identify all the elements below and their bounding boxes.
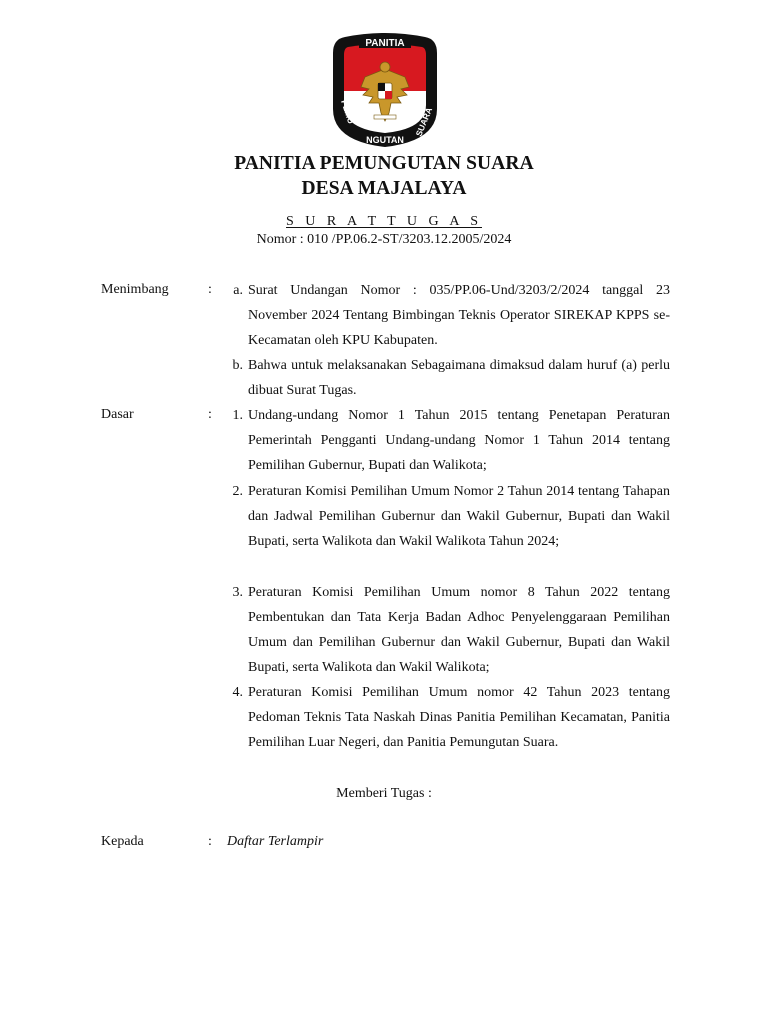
list-marker: b.: [232, 358, 243, 373]
menimbang-item: [221, 278, 670, 353]
ppps-logo-emblem: [331, 31, 439, 148]
dasar-item: [221, 479, 670, 554]
logo-bottom-left-text: PEMU: [339, 98, 357, 125]
list-marker: 1.: [232, 408, 243, 423]
dasar-item: [221, 580, 670, 680]
list-marker: 4.: [232, 685, 243, 700]
logo-bottom-right-text: SUARA: [413, 105, 435, 138]
dasar-item: [221, 403, 670, 478]
list-item-text: Undang-undang Nomor 1 Tahun 2015 tentang Penetapan Peraturan Pemerintah Pengganti Undang-undang Nomor 1 Tahun 2014 tentang Pemilihan Gubernur, Bupati dan Walikota;: [248, 408, 670, 473]
list-marker: 3.: [232, 585, 243, 600]
document-type-heading: S U R A T T U G A S: [286, 214, 482, 229]
organization-title: PANITIA PEMUNGUTAN SUARA: [234, 153, 534, 174]
list-item-text: Peraturan Komisi Pemilihan Umum nomor 8 Tahun 2022 tentang Pembentukan dan Tata Kerja Badan Adhoc Penyelenggaraan Pemilihan Umum dan Pemilihan Gubernur dan Wakil Gubernur, Bupati dan Wakil Bupati, serta Walikota dan Wakil Walikota;: [248, 585, 670, 675]
dasar-item: [221, 680, 670, 755]
logo-bottom-mid-text: NGUTAN: [366, 135, 404, 145]
village-title: DESA MAJALAYA: [301, 178, 467, 199]
menimbang-colon: :: [208, 282, 212, 297]
kepada-label: Kepada: [101, 834, 144, 849]
dasar-label: Dasar: [101, 407, 134, 422]
kepada-colon: :: [208, 834, 212, 849]
list-item-text: Bahwa untuk melaksanakan Sebagaimana dimaksud dalam huruf (a) perlu dibuat Surat Tugas.: [248, 358, 670, 398]
list-marker: 2.: [232, 484, 243, 499]
list-marker: a.: [233, 283, 243, 298]
menimbang-label: Menimbang: [101, 282, 169, 297]
document-number: Nomor : 010 /PP.06.2-ST/3203.12.2005/2024: [256, 232, 512, 247]
logo-top-text: PANITIA: [365, 38, 405, 49]
list-item-text: Peraturan Komisi Pemilihan Umum Nomor 2 Tahun 2014 tentang Tahapan dan Jadwal Pemilihan Gubernur dan Wakil Gubernur, Bupati dan Wakil Bupati, serta Walikota dan Wakil Walikota Tahun 2024;: [248, 484, 670, 549]
menimbang-item: [221, 353, 670, 403]
kepada-value: Daftar Terlampir: [227, 834, 324, 849]
dasar-colon: :: [208, 407, 212, 422]
list-item-text: Surat Undangan Nomor : 035/PP.06-Und/3203/2/2024 tanggal 23 November 2024 Tentang Bimbingan Teknis Operator SIREKAP KPPS se-Kecamatan oleh KPU Kabupaten.: [248, 283, 670, 348]
memberi-tugas-heading: Memberi Tugas :: [336, 786, 432, 801]
list-item-text: Peraturan Komisi Pemilihan Umum nomor 42 Tahun 2023 tentang Pedoman Teknis Tata Naskah Dinas Panitia Pemilihan Kecamatan, Panitia Pemilihan Luar Negeri, dan Panitia Pemungutan Suara.: [248, 685, 670, 750]
